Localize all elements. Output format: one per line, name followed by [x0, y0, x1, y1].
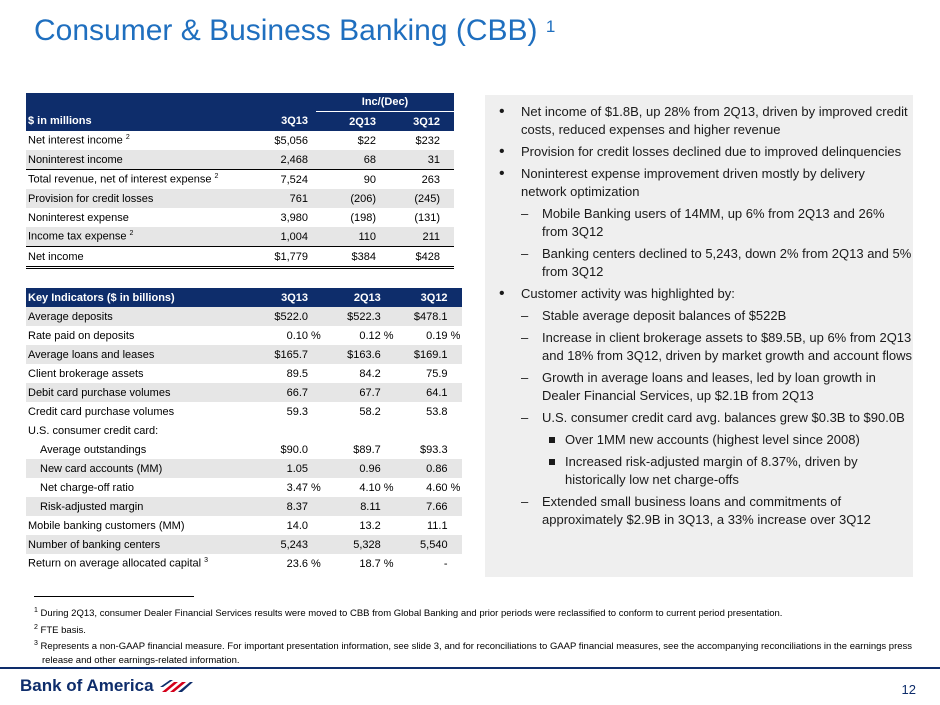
row-label: Average loans and leases: [26, 345, 260, 364]
cell-unit: [381, 307, 394, 326]
col-header-3q12: 3Q12: [394, 288, 448, 307]
cell-value: 59.3: [286, 405, 308, 418]
cell-value: (198): [350, 211, 376, 224]
cell-unit: [308, 364, 321, 383]
cell-value: 75.9: [426, 367, 448, 380]
cell-value: (245): [386, 189, 440, 208]
cell-value: 68: [316, 150, 376, 170]
cell-unit: [381, 421, 394, 440]
cell-value: 0.86: [394, 459, 448, 478]
row-label: Mobile banking customers (MM): [28, 519, 185, 532]
cell-unit: [448, 307, 462, 326]
cell-unit: [308, 459, 321, 478]
cell-value: 3,980: [280, 211, 308, 224]
cell-unit: %: [311, 557, 321, 570]
cell-unit: %: [383, 557, 394, 570]
cell-unit: [448, 364, 462, 383]
cell-value: $163.6: [321, 345, 381, 364]
cell-value: 64.1: [394, 383, 448, 402]
row-label: New card accounts (MM): [26, 459, 260, 478]
key-indicators-header: [26, 288, 462, 307]
cell-value: [321, 421, 381, 440]
highlights-panel: [485, 95, 913, 577]
bullet-item: – Mobile Banking users of 14MM, up 6% from 2Q13 and 26% from 3Q12: [485, 205, 913, 241]
cell-unit: [448, 554, 462, 573]
units-header: $ in millions: [26, 112, 260, 132]
cell-unit: %: [311, 329, 321, 342]
cell-value: 18.7: [359, 557, 381, 570]
cell-unit: %: [450, 329, 461, 342]
row-label: Provision for credit losses: [26, 189, 260, 208]
cell-value: -: [443, 557, 448, 570]
cell-value: 13.2: [359, 519, 381, 532]
cell-value: 11.1: [426, 519, 448, 532]
cell-value: 0.12: [359, 329, 381, 342]
cell-unit: [308, 516, 321, 535]
cell-value: 23.6: [286, 557, 308, 570]
bullet-item: – Increase in client brokerage assets to $89.5B, up 6% from 2Q13 and 18% from 3Q12, driven by market growth and account flows: [485, 329, 913, 365]
bullet-item: • Noninterest expense improvement driven mostly by delivery network optimization: [485, 165, 913, 201]
table-row: [26, 307, 462, 326]
cell-value: $384: [316, 247, 376, 268]
cell-value: 4.10: [359, 481, 381, 494]
cell-value: $522.3: [321, 307, 381, 326]
cell-unit: %: [383, 481, 394, 494]
inc-dec-header: Inc/(Dec): [316, 93, 454, 112]
cell-unit: [448, 402, 462, 421]
cell-unit: [448, 535, 462, 554]
bank-logo: [20, 676, 194, 696]
row-label: Number of banking centers: [26, 535, 260, 554]
cell-unit: [381, 402, 394, 421]
bullet-item: Over 1MM new accounts (highest level since 2008): [485, 431, 913, 449]
income-table-group-header: [26, 93, 454, 112]
cell-value: (131): [414, 211, 440, 224]
cell-value: $1,779: [260, 247, 308, 268]
cell-value: 761: [260, 189, 308, 208]
cell-value: $522.0: [260, 307, 308, 326]
footer-divider: [0, 667, 940, 669]
row-label: Net income: [26, 247, 260, 268]
cell-unit: [448, 440, 462, 459]
bullet-item: – Banking centers declined to 5,243, down 2% from 2Q13 and 5% from 3Q12: [485, 245, 913, 281]
cell-value: [260, 421, 308, 440]
row-label: Credit card purchase volumes: [28, 405, 175, 418]
cell-unit: [381, 459, 394, 478]
table-row: [26, 364, 462, 383]
cell-unit: [381, 440, 394, 459]
cell-value: $428: [386, 247, 440, 268]
cell-value: 14.0: [286, 519, 308, 532]
table-row: [26, 227, 454, 247]
footnote: $^1$ During 2Q13, consumer Dealer Financial Services results were moved to CBB from Global Banking and prior periods were reclassified to conform to current period presentation.: [34, 607, 783, 620]
cell-unit: [308, 383, 321, 402]
cell-value: 263: [421, 173, 440, 186]
cell-unit: [308, 497, 321, 516]
cell-unit: %: [450, 481, 461, 494]
table-row: [26, 440, 462, 459]
key-indicators-table: [26, 288, 462, 573]
table-row: [26, 170, 454, 190]
table-row: [26, 497, 462, 516]
table-row: [26, 189, 454, 208]
key-indicators-title: Key Indicators ($ in billions): [26, 288, 260, 307]
cell-value: 31: [386, 150, 440, 170]
table-row: [26, 421, 462, 440]
cell-unit: [308, 307, 321, 326]
cell-unit: [448, 345, 462, 364]
cell-value: $165.7: [260, 345, 308, 364]
table-row: [26, 535, 462, 554]
row-label: U.S. consumer credit card:: [26, 421, 260, 440]
table-row: [26, 554, 462, 573]
table-row: [26, 383, 462, 402]
cell-value: $22: [357, 134, 376, 147]
cell-unit: [308, 535, 321, 554]
bullet-item: – U.S. consumer credit card avg. balances grew $0.3B to $90.0B: [485, 409, 913, 427]
footnote: $^2$ FTE basis.: [34, 623, 86, 636]
cell-unit: [381, 345, 394, 364]
cell-value: [394, 421, 448, 440]
income-table-header: [26, 112, 454, 132]
row-label: Return on average allocated capital $^3$: [28, 557, 209, 570]
income-table: [26, 93, 454, 269]
cell-value: 58.2: [359, 405, 381, 418]
cell-unit: %: [311, 481, 321, 494]
row-label: Average outstandings: [40, 443, 147, 456]
cell-value: 66.7: [260, 383, 308, 402]
row-label: Income tax expense $^2$: [26, 227, 260, 247]
cell-value: 110: [316, 227, 376, 247]
col-header-2q13: 2Q13: [316, 112, 376, 132]
row-label: Noninterest income: [26, 150, 260, 170]
col-header-2q13: 2Q13: [321, 288, 381, 307]
bullet-item: – Stable average deposit balances of $522B: [485, 307, 913, 325]
row-label: Average deposits: [26, 307, 260, 326]
table-row: [26, 150, 454, 170]
cell-unit: [381, 535, 394, 554]
cell-value: 0.19: [426, 329, 448, 342]
cell-value: 8.11: [321, 497, 381, 516]
cell-value: $89.7: [353, 443, 381, 456]
row-label: Net interest income $^2$: [28, 134, 130, 147]
row-label: Risk-adjusted margin: [26, 497, 260, 516]
cell-unit: [448, 421, 462, 440]
page-title: Consumer & Business Banking (CBB) $^1$: [34, 14, 556, 47]
cell-value: $5,056: [274, 134, 308, 147]
bullet-item: • Net income of $1.8B, up 28% from 2Q13, driven by improved credit costs, reduced expenses and higher revenue: [485, 103, 913, 139]
cell-value: 84.2: [359, 367, 381, 380]
cell-unit: [448, 383, 462, 402]
col-header-3q13: 3Q13: [260, 112, 308, 132]
row-label: Rate paid on deposits: [28, 329, 135, 342]
cell-value: 211: [386, 227, 440, 247]
cell-value: $478.1: [394, 307, 448, 326]
cell-unit: [381, 383, 394, 402]
cell-unit: [381, 364, 394, 383]
cell-unit: [381, 516, 394, 535]
cell-value: 7.66: [394, 497, 448, 516]
cell-value: 67.7: [321, 383, 381, 402]
footnote-divider: [34, 596, 194, 597]
cell-value: 3.47: [286, 481, 308, 494]
cell-value: 7,524: [280, 173, 308, 186]
cell-value: 5,540: [394, 535, 448, 554]
cell-value: 1,004: [260, 227, 308, 247]
cell-value: 0.10: [286, 329, 308, 342]
cell-value: 53.8: [426, 405, 448, 418]
cell-unit: [448, 459, 462, 478]
table-row: [26, 516, 462, 535]
footnotes: [34, 604, 914, 667]
logo-text: Bank of America: [20, 676, 154, 695]
table-row: [26, 247, 454, 268]
cell-value: 5,243: [260, 535, 308, 554]
cell-value: $90.0: [280, 443, 308, 456]
table-row: [26, 459, 462, 478]
table-row: [26, 345, 462, 364]
col-header-3q12: 3Q12: [386, 112, 440, 132]
cell-unit: [381, 497, 394, 516]
flagscape-icon: [158, 677, 194, 695]
bullet-item: • Provision for credit losses declined due to improved delinquencies: [485, 143, 913, 161]
row-label: Total revenue, net of interest expense $^2$: [28, 173, 219, 186]
table-row: [26, 402, 462, 421]
cell-value: 1.05: [260, 459, 308, 478]
bullet-item: – Growth in average loans and leases, led by loan growth in Dealer Financial Services, up $2.1B from 2Q13: [485, 369, 913, 405]
cell-value: 89.5: [286, 367, 308, 380]
row-label: Noninterest expense: [28, 211, 129, 224]
cell-value: (206): [316, 189, 376, 208]
table-row: [26, 208, 454, 227]
cell-value: $232: [415, 134, 440, 147]
cell-unit: [308, 402, 321, 421]
table-row: [26, 326, 462, 345]
cell-value: 0.96: [321, 459, 381, 478]
page-number: 12: [901, 682, 916, 697]
cell-unit: %: [383, 329, 394, 342]
footnote: $^3$ Represents a non-GAAP financial measure. For important presentation information, see slide 3, and for reconciliations to GAAP financial measures, see the accompanying reconciliations in the earnings press release and other earnings-related information.: [34, 640, 913, 666]
cell-value: $169.1: [394, 345, 448, 364]
bullet-item: – Extended small business loans and commitments of approximately $2.9B in 3Q13, a 33% increase over 3Q12: [485, 493, 913, 529]
cell-unit: [308, 345, 321, 364]
table-row: [26, 478, 462, 497]
cell-value: 90: [363, 173, 376, 186]
col-header-3q13: 3Q13: [260, 288, 308, 307]
cell-value: 4.60: [426, 481, 448, 494]
cell-unit: [448, 516, 462, 535]
cell-unit: [308, 421, 321, 440]
cell-value: 5,328: [321, 535, 381, 554]
cell-unit: [448, 497, 462, 516]
cell-value: 2,468: [260, 150, 308, 170]
bullet-item: Increased risk-adjusted margin of 8.37%, driven by historically low net charge-offs: [485, 453, 913, 489]
table-row: [26, 131, 454, 150]
bullet-item: • Customer activity was highlighted by:: [485, 285, 913, 303]
row-label: Net charge-off ratio: [40, 481, 134, 494]
cell-unit: [308, 440, 321, 459]
cell-value: 8.37: [260, 497, 308, 516]
row-label: Client brokerage assets: [28, 367, 144, 380]
cell-value: $93.3: [420, 443, 448, 456]
row-label: Debit card purchase volumes: [26, 383, 260, 402]
